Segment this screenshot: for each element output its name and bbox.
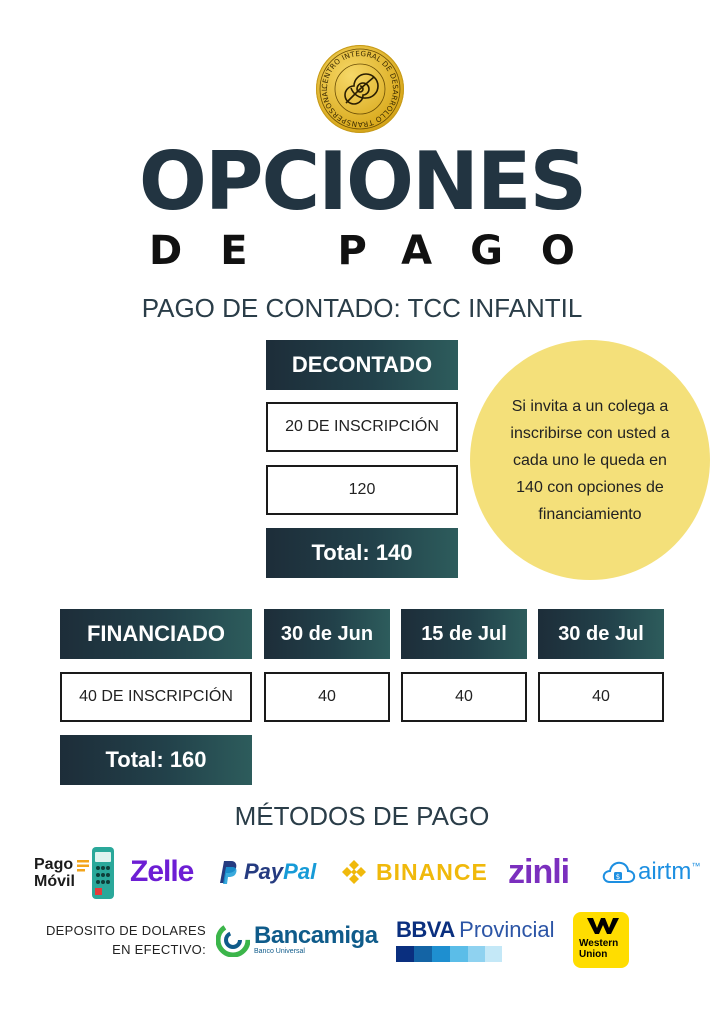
installment-amount-1: 40 [264, 672, 390, 722]
installment-date-1: 30 de Jun [264, 609, 390, 659]
binance-diamond-icon [340, 858, 368, 886]
airtm-cloud-icon [602, 858, 636, 886]
pago-movil-line1: Pago [34, 856, 74, 873]
zelle-logo: Zelle [130, 855, 194, 888]
contado-amount-box: 120 [266, 465, 458, 515]
installment-amount-3: 40 [538, 672, 664, 722]
contado-header: DECONTADO [266, 340, 458, 390]
binance-text: BINANCE [376, 858, 488, 885]
western-union-logo [573, 912, 629, 968]
spiral-shell-icon [345, 74, 378, 104]
installment-date-3: 30 de Jul [538, 609, 664, 659]
bancamiga-subtext: Banco Universal [254, 948, 305, 955]
pago-movil-line2: Móvil [34, 873, 75, 890]
deposit-line1: DEPOSITO DE DOLARES [45, 923, 206, 938]
seal-ring-text: CENTRO INTEGRAL DE DESARROLLO TRANSPERSONAL [319, 48, 401, 130]
bancamiga-text: Bancamiga [254, 922, 378, 949]
installment-date-2: 15 de Jul [401, 609, 527, 659]
deposit-line2: EN EFECTIVO: [112, 942, 206, 957]
wu-line1: Western [579, 938, 619, 949]
financiado-header: FINANCIADO [60, 609, 252, 659]
paypal-text-pay: Pay [244, 859, 284, 884]
methods-heading: MÉTODOS DE PAGO [234, 801, 490, 831]
deposit-label [40, 921, 206, 959]
bancamiga-logo [216, 921, 378, 959]
mobile-phone-icon [91, 846, 115, 900]
paypal-logo [216, 856, 316, 888]
western-union-w-icon [573, 914, 629, 936]
page-subtitle: DE PAGO [149, 228, 613, 274]
contado-inscription-box: 20 DE INSCRIPCIÓN [266, 402, 458, 452]
contado-total: Total: 140 [266, 528, 458, 578]
binance-logo [340, 857, 488, 887]
zinli-logo: zinli [508, 852, 570, 891]
paypal-p-icon [216, 859, 238, 885]
promo-text: Si invita a un colega a inscribirse con usted a cada uno le queda en 140 con opciones de financiamiento [510, 397, 670, 523]
bancamiga-swirl-icon [216, 923, 250, 957]
bbva-provincial-logo [396, 917, 556, 961]
provincial-text: Provincial [459, 917, 555, 942]
paypal-text-pal: Pal [283, 859, 317, 884]
bbva-text: BBVA [396, 917, 455, 942]
airtm-text: airtm [638, 858, 692, 885]
airtm-logo [602, 857, 700, 887]
svg-text:$: $ [615, 873, 621, 881]
wu-line2: Union [579, 949, 608, 960]
bbva-color-bars-icon [396, 946, 502, 962]
page-title: OPCIONES [138, 135, 586, 228]
financiado-total: Total: 160 [60, 735, 252, 785]
promo-circle [470, 340, 710, 580]
contado-heading: PAGO DE CONTADO: TCC INFANTIL [141, 293, 583, 323]
center-seal-logo [316, 45, 404, 133]
pago-movil-logo [34, 846, 115, 900]
financiado-inscription-box: 40 DE INSCRIPCIÓN [60, 672, 252, 722]
pago-movil-bars-icon [77, 859, 89, 873]
installment-amount-2: 40 [401, 672, 527, 722]
airtm-trademark: ™ [691, 861, 701, 871]
